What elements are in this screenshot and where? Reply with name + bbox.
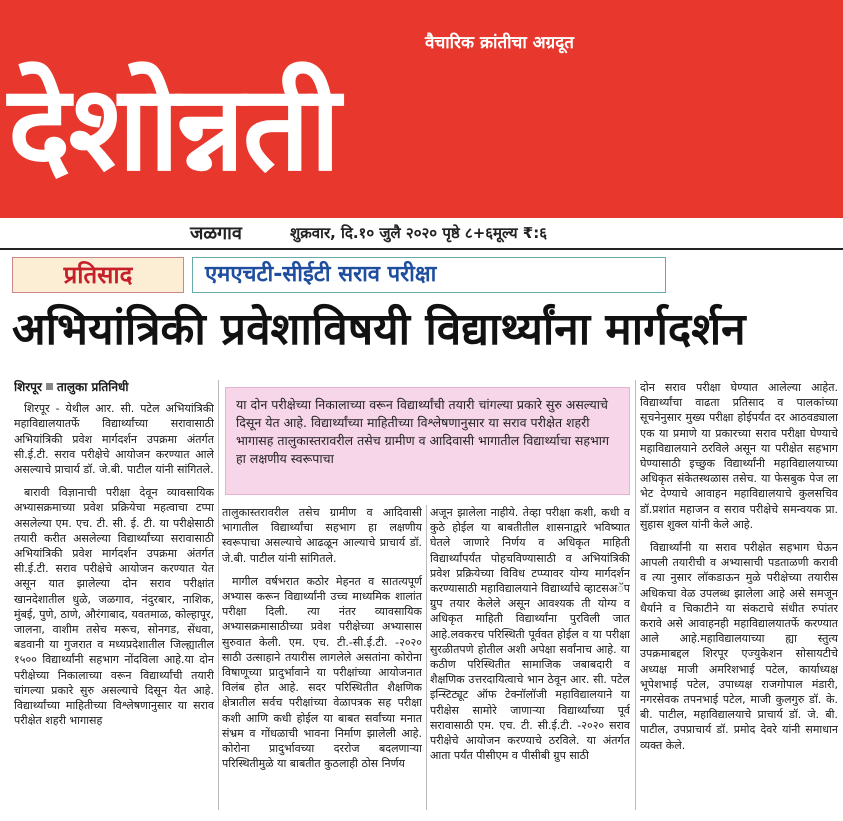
newspaper-logo: देशोन्नती (8, 59, 339, 197)
square-bullet-icon (46, 383, 53, 390)
paragraph: बारावी विज्ञानाची परीक्षा देवून व्यावसायिक अभ्यासक्रमाच्या प्रवेश प्रक्रियेचा महत्वाचा टप्पा असलेल्या एम. एच. टी. सी. ई. टी. या परीक्षेसाठी तयारी करीत असलेल्या विद्यार्थ्यांच्या सरावासाठी अभियांत्रिकी प्रवेश मार्गदर्शन उपक्रमा अंतर्गत सी.ई.टी. सराव परीक्षेचे आयोजन करण्यात येत असून यात झालेल्या दोन सराव परीक्षांत खानदेशातील धुळे, जळगाव, नंदुरबार, नाशिक, मुंबई, पुणे, ठाणे, औरंगाबाद, यवतमाळ, कोल्हापूर, जालना, वाशीम तसेच मरूच, सोनगड, सेंधवा, बडवानी या गुजरात व मध्यप्रदेशातील जिल्ह्यातील १५०० विद्यार्थ्यांनी सहभाग नोंदविला आहे.या दोन परीक्षेच्या निकालाच्या वरून विद्यार्थ्यांची तयारी चांगल्या प्रकारे सुरु असल्याचे दिसून येत आहे. विद्यार्थ्यांच्या माहितीच्या विश्लेषणानुसार या सराव परीक्षेत शहरी भागासह (14, 486, 214, 728)
kicker-subtitle: एमएचटी-सीईटी सराव परीक्षा (192, 257, 666, 293)
column-divider (218, 380, 219, 810)
paragraph: विद्यार्थ्यांनी या सराव परीक्षेत सहभाग घेऊन आपली तयारीची व अभ्यासाची पडताळणी करावी व त्या नुसार लॉकडाऊन मुळे परीक्षेच्या तयारीस अधिकचा वेळ उपलब्ध झालेला आहे असे समजून धैर्याने व चिकाटीने या संकटाचे संधीत रुपांतर करावे असे आवाहनही महाविद्यालयातर्फे करण्यात आले आहे.महाविद्यालयाच्या ह्या स्तुत्य उपक्रमाबद्दल शिरपूर एज्युकेशन सोसायटीचे अध्यक्ष माजी अमरिशभाई पटेल, कार्याध्यक्ष भूपेशभाई पटेल, उपाध्यक्ष राजगोपाल मंडारी, नगरसेवक तपनभाई पटेल, माजी कुलगुरु डॉ. के. बी. पाटील, महाविद्यालयाचे प्राचार्य डॉ. जे. बी. पाटील, उपप्राचार्य डॉ. प्रमोद देवरे यांनी समाधान व्यक्त केले. (640, 541, 838, 752)
paragraph: शिरपूर - येथील आर. सी. पटेल अभियांत्रिकी महाविद्यालयातर्फे विद्यार्थ्यांच्या सरावासाठी अभियांत्रिकी प्रवेश मार्गदर्शन उपक्रमा अंतर्गत सी.ई.टी. सराव परीक्षेचे आयोजन करण्यात आले असल्याचे प्राचार्य डॉ. जे.बी. पाटील यांनी सांगितले. (14, 402, 214, 477)
edition-city: जळगाव (190, 223, 242, 244)
pull-quote: या दोन परीक्षेच्या निकालाच्या वरून विद्यार्थ्यांची तयारी चांगल्या प्रकारे सुरु असल्याचे दिसून येत आहे. विद्यार्थ्यांच्या माहितीच्या विश्लेषणानुसार या सराव परीक्षेत शहरी भागासह तालुकास्तरावरील तसेच ग्रामीण व आदिवासी भागातील विद्यार्थ्याचा सहभाग हा लक्षणीय स्वरूपाचा (225, 387, 630, 495)
column-divider (635, 380, 636, 810)
article-column-4 (640, 380, 838, 810)
paragraph: मागील वर्षभरात कठोर मेहनत व सातत्यपूर्ण अभ्यास करून विद्यार्थ्यांनी उच्च माध्यमिक शालांत परीक्षा दिली. त्या नंतर व्यावसायिक अभ्यासक्रमासाठीच्या प्रवेश परीक्षेच्या अभ्यासास सुरुवात केली. एम. एच. टी.-सी.ई.टी. -२०२० साठी उत्साहाने तयारीस लागलेले असतांना कोरोना विषाणूच्या प्रादुर्भावाने या परीक्षांच्या आयोजनात विलंब होत आहे. सदर परिस्थितीत शैक्षणिक क्षेत्रातील सर्वच परीक्षांच्या वेळापत्रक सह परीक्षा कशी आणि कधी होईल या बाबत सर्वांच्या मनात संभ्रम व गोंधळाची भावना निर्माण झालेली आहे. कोरोना प्रादुर्भावच्या दररोज बदलणाऱ्या परिस्थितीमुळे या बाबतीत कुठलाही ठोस निर्णय (222, 574, 422, 771)
paragraph: दोन सराव परीक्षा घेण्यात आलेल्या आहेत. विद्यार्थ्यांचा वाढता प्रतिसाद व पालकांच्या सूचनेनुसार मुख्य परीक्षा होईपर्यंत दर आठवड्याला एक या प्रमाणे या प्रकारच्या सराव परीक्षा घेण्याचे महाविद्यालयाने ठरविले असून या परीक्षेत सहभाग घेण्यासाठी इच्छुक विद्यार्थ्यांनी महाविद्यालयाच्या अधिकृत संकेतस्थळास तसेच. या फेसबुक पेज ला भेट देण्याचे आवाहन महाविद्यालयाचे कुलसचिव डॉ.प्रशांत महाजन व सराव परीक्षेचे समन्वयक प्रा. सुहास शुक्ल यांनी केले आहे. (640, 381, 838, 531)
article-column-3 (430, 505, 630, 810)
article-column-1 (14, 380, 214, 810)
kicker-tag: प्रतिसाद (12, 257, 184, 293)
column-divider (426, 505, 427, 810)
page-title: अभियांत्रिकी प्रवेशाविषयी विद्यार्थ्यांना मार्गदर्शन (12, 304, 746, 355)
masthead (0, 0, 843, 218)
byline (14, 380, 214, 395)
edition-date: शुक्रवार, दि.१० जुलै २०२० पृष्ठे ८+६मूल्य ₹:६ (290, 224, 548, 242)
masthead-tagline: वैचारिक क्रांतीचा अग्रदूत (425, 33, 574, 53)
paragraph: तालुकास्तरावरील तसेच ग्रामीण व आदिवासी भागातील विद्यार्थ्यांचा सहभाग हा लक्षणीय स्वरूपाचा असल्याचे आढळून आल्याचे प्राचार्य डॉ. जे.बी. पाटील यांनी सांगितले. (222, 506, 422, 565)
byline-author: तालुका प्रतिनिधी (56, 380, 129, 394)
paragraph: अजून झालेला नाहीये. तेव्हा परीक्षा कशी, कधी व कुठे होईल या बाबतीतील शासनाद्वारे भविष्यात घेतले जाणारे निर्णय व अधिकृत माहिती विद्यार्थ्यांपर्यंत पोहचविण्यासाठी व अभियांत्रिकी प्रवेश प्रक्रियेच्या विविध टप्प्यावर योग्य मार्गदर्शन करण्यासाठी महाविद्यालयाने विद्यार्थ्यांचे व्हाटसअॅप ग्रुप तयार केलेले असून आवश्यक ती योग्य व अधिकृत माहिती विद्यार्थ्यांना पुरविली जात आहे.लवकरच परिस्थिती पूर्ववत होईल व या परीक्षा सुरळीतपणे होतील अशी अपेक्षा सर्वांनाच आहे. या कठीण परिस्थितीत सामाजिक जबाबदारी व शैक्षणिक उत्तरदायित्वाचे भान ठेवून आर. सी. पटेल इन्स्टिट्यूट ऑफ टेक्नॉलॉजी महाविद्यालयाने या परीक्षेस सामोरे जाणाऱ्या विद्यार्थ्यांच्या पूर्व सरावासाठी एम. एच. टी. सी.ई.टी. -२०२० सराव परीक्षेचे आयोजन करण्याचे ठरविले. या अंतर्गत आता पर्यंत पीसीएम व पीसीबी ग्रुप साठी (430, 506, 630, 763)
kicker (12, 257, 838, 293)
byline-place: शिरपूर (14, 380, 42, 394)
dateline (0, 218, 843, 250)
article-column-2 (222, 505, 422, 810)
